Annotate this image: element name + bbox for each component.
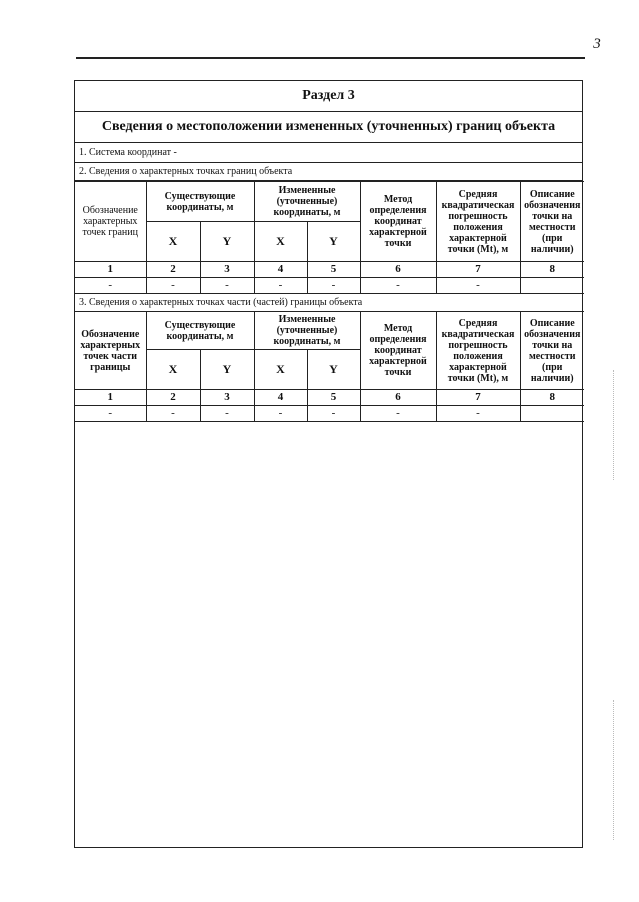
scan-edge-mark: [613, 370, 615, 480]
table-cell: -: [254, 278, 307, 294]
table-cell: [520, 406, 584, 422]
table-cell: -: [75, 406, 146, 422]
column-number: 3: [200, 262, 254, 278]
coordinate-system-line: 1. Система координат -: [75, 143, 582, 163]
table-cell: -: [75, 278, 146, 294]
column-number: 7: [436, 262, 520, 278]
scan-edge-mark: [613, 700, 615, 840]
table-cell: -: [146, 406, 200, 422]
column-number: 4: [254, 390, 307, 406]
document-title: Сведения о местоположении измененных (уточненных) границ объекта: [75, 112, 582, 143]
column-number: 3: [200, 390, 254, 406]
header-point-description: Описание обозначения точки на местности (при наличии): [520, 312, 584, 390]
top-rule: [76, 57, 585, 59]
column-number: 6: [360, 390, 436, 406]
header-existing-coordinates: Существующие координаты, м: [146, 182, 254, 222]
header-mean-square-error: Средняя квадратическая погрешность положения характерной точки (Mt), м: [436, 182, 520, 262]
header-existing-x: X: [146, 350, 200, 390]
header-point-designation: Обозначение характерных точек границ: [75, 182, 146, 262]
column-number: 8: [520, 390, 584, 406]
header-existing-x: X: [146, 222, 200, 262]
column-number: 4: [254, 262, 307, 278]
header-existing-y: Y: [200, 222, 254, 262]
table-cell: -: [307, 406, 360, 422]
part2-heading: 2. Сведения о характерных точках границ объекта: [75, 163, 582, 181]
header-changed-coordinates: Измененные (уточненные) координаты, м: [254, 182, 360, 222]
table-cell: -: [146, 278, 200, 294]
table-cell: -: [360, 406, 436, 422]
header-point-designation: Обозначение характерных точек части границы: [75, 312, 146, 390]
table-cell: -: [200, 406, 254, 422]
header-changed-x: X: [254, 350, 307, 390]
table-cell: -: [307, 278, 360, 294]
header-mean-square-error: Средняя квадратическая погрешность положения характерной точки (Mt), м: [436, 312, 520, 390]
column-number: 6: [360, 262, 436, 278]
table-cell: -: [200, 278, 254, 294]
section-title: Раздел 3: [75, 81, 582, 112]
boundary-points-table: [75, 181, 584, 294]
table-cell: -: [254, 406, 307, 422]
table-cell: -: [360, 278, 436, 294]
page-number: 3: [593, 36, 601, 52]
column-number: 5: [307, 262, 360, 278]
document-frame: [74, 80, 583, 848]
column-number: 7: [436, 390, 520, 406]
part-boundary-points-table: [75, 311, 584, 422]
header-changed-coordinates: Измененные (уточненные) координаты, м: [254, 312, 360, 350]
column-number: 2: [146, 262, 200, 278]
column-number: 2: [146, 390, 200, 406]
header-method: Метод определения координат характерной точки: [360, 312, 436, 390]
column-number: 5: [307, 390, 360, 406]
table-cell: -: [436, 406, 520, 422]
column-number: 8: [520, 262, 584, 278]
header-changed-y: Y: [307, 222, 360, 262]
header-changed-x: X: [254, 222, 307, 262]
table-cell: [520, 278, 584, 294]
header-point-description: Описание обозначения точки на местности (при наличии): [520, 182, 584, 262]
column-number: 1: [75, 390, 146, 406]
table-cell: -: [436, 278, 520, 294]
header-method: Метод определения координат характерной точки: [360, 182, 436, 262]
column-number: 1: [75, 262, 146, 278]
header-existing-y: Y: [200, 350, 254, 390]
part3-heading: 3. Сведения о характерных точках части (частей) границы объекта: [79, 297, 363, 308]
header-existing-coordinates: Существующие координаты, м: [146, 312, 254, 350]
header-changed-y: Y: [307, 350, 360, 390]
